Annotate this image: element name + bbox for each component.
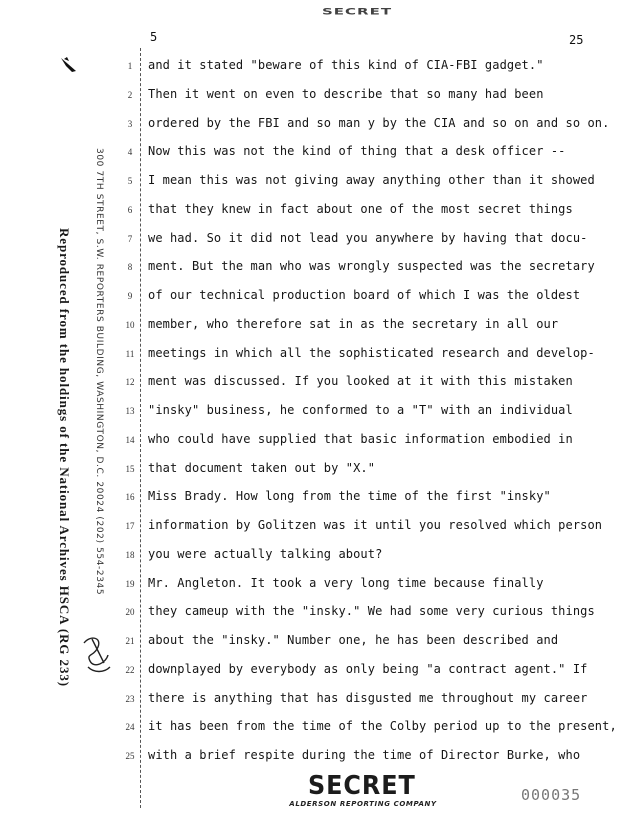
transcript-line: member, who therefore sat in as the secretary in all our — [148, 316, 559, 331]
line-number: 3 — [127, 118, 133, 129]
margin-rule — [140, 48, 141, 808]
footer-secret-stamp: SECRET — [308, 771, 416, 801]
transcript-line: downplayed by everybody as only being "a contract agent." If — [148, 661, 588, 676]
transcript-line: Then it went on even to describe that so many had been — [148, 86, 544, 101]
line-number: 2 — [127, 89, 133, 100]
line-number: 17 — [125, 521, 135, 531]
line-number: 15 — [125, 463, 135, 474]
document-number: 000035 — [521, 786, 582, 804]
margin-mark-icon — [58, 56, 80, 74]
reporting-company-label: ALDERSON REPORTING COMPANY — [289, 800, 437, 808]
transcript-line: and it stated "beware of this kind of CIA-FBI gadget." — [148, 58, 544, 72]
line-number: 9 — [127, 291, 133, 301]
line-number: 8 — [127, 262, 133, 273]
transcript-line: who could have supplied that basic information embodied in — [148, 431, 573, 446]
line-number: 22 — [125, 664, 135, 675]
transcript-line: with a brief respite during the time of Director Burke, who — [148, 748, 581, 762]
transcript-line: I mean this was not giving away anything other than it showed — [148, 173, 595, 187]
line-number: 25 — [125, 751, 135, 761]
transcript-line: about the "insky." Number one, he has been described and — [148, 633, 559, 647]
transcript-line: of our technical production board of which I was the oldest — [148, 288, 581, 302]
transcript-line: that document taken out by "X." — [148, 460, 376, 475]
line-number: 11 — [125, 348, 135, 359]
page-number-left: 5 — [150, 30, 158, 44]
line-number: 7 — [127, 233, 133, 244]
line-number: 23 — [125, 693, 135, 704]
transcript-line: they cameup with the "insky." We had some very curious things — [148, 604, 595, 619]
transcript-line: "insky" business, he conformed to a "T" with an individual — [148, 403, 573, 417]
line-number: 6 — [127, 204, 133, 215]
transcript-line: ment. But the man who was wrongly suspected was the secretary — [148, 259, 595, 274]
transcript-line: that they knew in fact about one of the most secret things — [148, 201, 573, 216]
transcript-line: Miss Brady. How long from the time of the first "insky" — [148, 489, 551, 504]
transcript-line: Now this was not the kind of thing that a desk officer -- — [148, 144, 566, 159]
line-number: 14 — [125, 434, 135, 445]
line-number: 5 — [127, 176, 133, 186]
top-classification-stamp: SECRET — [322, 6, 393, 17]
transcript-line: ordered by the FBI and so man y by the CIA and so on and so on. — [148, 115, 610, 130]
line-number: 18 — [125, 549, 135, 560]
archives-reproduction-stamp: Reproduced from the holdings of the National Archives HSCA (RG 233) — [57, 228, 72, 687]
page-number-right: 25 — [569, 33, 584, 47]
line-number: 19 — [125, 578, 135, 589]
transcript-line: you were actually talking about? — [148, 546, 383, 561]
transcript-line: there is anything that has disgusted me throughout my career — [148, 690, 588, 705]
transcript-line: Mr. Angleton. It took a very long time because finally — [148, 575, 544, 590]
line-number: 24 — [125, 722, 135, 733]
transcript-line: information by Golitzen was it until you resolved which person — [148, 518, 603, 532]
line-number: 12 — [125, 377, 135, 388]
transcript-line: we had. So it did not lead you anywhere by having that docu- — [148, 230, 588, 245]
handwritten-initials — [80, 633, 114, 677]
transcript-line: ment was discussed. If you looked at it with this mistaken — [148, 374, 573, 389]
transcript-line: meetings in which all the sophisticated research and develop- — [148, 345, 595, 360]
transcript-line: it has been from the time of the Colby period up to the present, — [148, 719, 617, 734]
line-number: 21 — [125, 636, 135, 646]
line-number: 4 — [127, 147, 133, 158]
reporters-address-stamp: 300 7TH STREET, S.W. REPORTERS BUILDING, WASHINGTON, D.C. 20024 (202) 554-2345 — [94, 148, 104, 596]
line-number: 16 — [125, 492, 135, 503]
line-number: 10 — [125, 319, 135, 330]
line-number: 20 — [125, 607, 135, 618]
line-number: 1 — [127, 61, 133, 71]
line-number: 13 — [125, 406, 135, 416]
